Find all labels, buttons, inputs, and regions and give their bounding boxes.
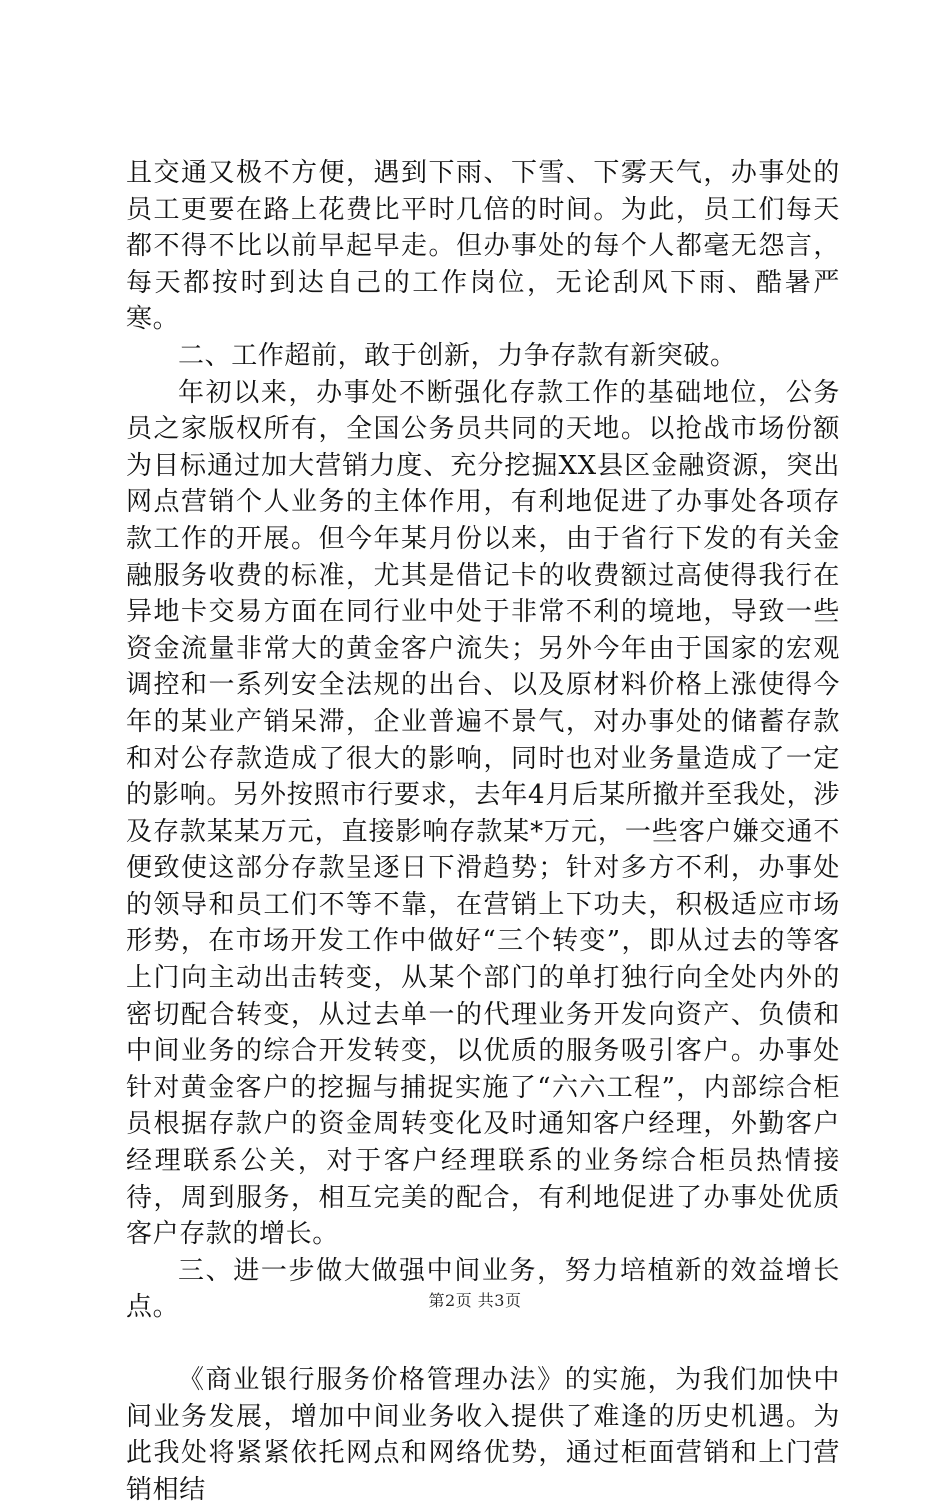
paragraph-intermediate-business: 《商业银行服务价格管理办法》的实施，为我们加快中间业务发展，增加中间业务收入提供了难逢的历史机遇。为此我处将紧紧依托网点和网络优势，通过柜面营销和上门营销相结 xyxy=(126,1365,840,1505)
section-heading-3: 三、进一步做大做强中间业务，努力培植新的效益增长点。 xyxy=(126,1255,840,1323)
page-footer: 第2页 共3页 xyxy=(428,1291,522,1310)
paragraph-deposits: 年初以来，办事处不断强化存款工作的基础地位，公务员之家版权所有，全国公务员共同的天地。以抢战市场份额为目标通过加大营销力度、充分挖掘XX县区金融资源，突出网点营销个人业务的主体作用，有利地促进了办事处各项存款工作的开展。但今年某月份以来，由于省行下发的有关金融服务收费的标准，尤其是借记卡的收费额过高使得我行在异地卡交易方面在同行业中处于非常不利的境地，导致一些资金流量非常大的黄金客户流失；另外今年由于国家的宏观调控和一系列安全法规的出台、以及原材料价格上涨使得今年的某业产销呆滞，企业普遍不景气，对办事处的储蓄存款和对公存款造成了很大的影响，同时也对业务量造成了一定的影响。另外按照市行要求，去年4月后某所撤并至我处，涉及存款某某万元，直接影响存款某*万元，一些客户嫌交通不便致使这部分存款呈逐日下滑趋势；针对多方不利，办事处的领导和员工们不等不靠，在营销上下功夫，积极适应市场形势，在市场开发工作中做好“三个转变”，即从过去的等客上门向主动出击转变，从某个部门的单打独行向全处内外的密切配合转变，从过去单一的代理业务开发向资产、负债和中间业务的综合开发转变，以优质的服务吸引客户。办事处针对黄金客户的挖掘与捕捉实施了“六六工程”，内部综合柜员根据存款户的资金周转变化及时通知客户经理，外勤客户经理联系公关，对于客户经理联系的业务综合柜员热情接待，周到服务，相互完美的配合，有利地促进了办事处优质客户存款的增长。 xyxy=(126,377,840,1250)
section-heading-2: 二、工作超前，敢于创新，力争存款有新突破。 xyxy=(178,340,737,371)
paragraph-continuation: 且交通又极不方便，遇到下雨、下雪、下雾天气，办事处的员工更要在路上花费比平时几倍的时间。为此，员工们每天都不得不比以前早起早走。但办事处的每个人都毫无怨言，每天都按时到达自己的工作岗位，无论刮风下雨、酷暑严寒。 xyxy=(126,158,840,335)
